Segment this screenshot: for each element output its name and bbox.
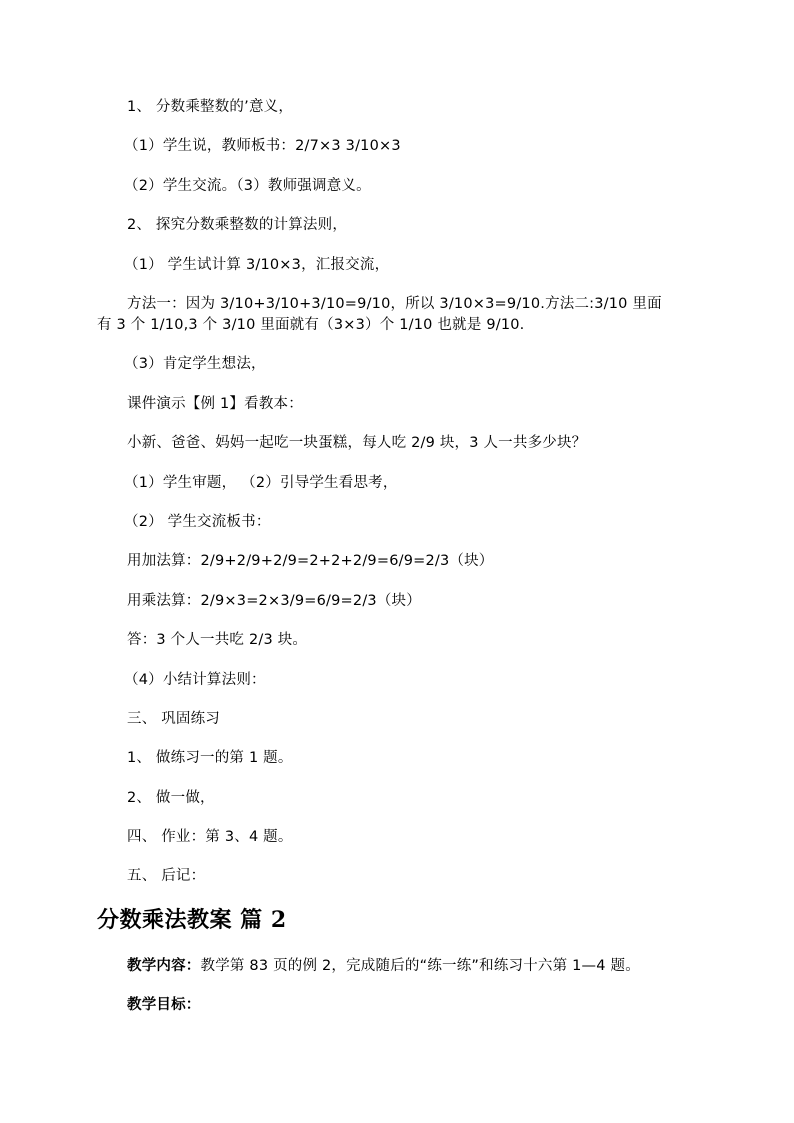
teaching-content-label: 教学内容： xyxy=(127,958,201,974)
section-heading: 分数乘法教案 篇 2 xyxy=(97,907,287,933)
section-item-1: 1、 分数乘整数的’意义， xyxy=(127,99,294,115)
teaching-goal-label: 教学目标： xyxy=(127,997,201,1013)
step-student-exchange: （2）学生交流。（3）教师强调意义。 xyxy=(124,178,371,194)
addition-method: 用加法算：2/9+2/9+2/9=2+2+2/9=6/9=2/3（块） xyxy=(127,553,494,569)
section-item-2: 2、 探究分数乘整数的计算法则， xyxy=(127,217,348,233)
teaching-content-text: 教学第 83 页的例 2，完成随后的“练一练”和练习十六第 1—4 题。 xyxy=(200,958,640,974)
step-teacher-writes: （1）学生说，教师板书：2/7×3 3/10×3 xyxy=(124,138,401,154)
step-trial-calculation: （1） 学生试计算 3/10×3，汇报交流， xyxy=(124,257,390,273)
practice-item-1: 1、 做练习一的第 1 题。 xyxy=(127,750,293,766)
teaching-content xyxy=(127,956,640,976)
section-five-notes: 五、 后记： xyxy=(127,868,206,884)
practice-item-2: 2、 做一做， xyxy=(127,790,215,806)
step-summary-rule: （4）小结计算法则： xyxy=(124,672,266,688)
step-affirm: （3）肯定学生想法， xyxy=(124,356,266,372)
multiplication-method: 用乘法算：2/9×3=2×3/9=6/9=2/3（块） xyxy=(127,593,421,609)
step-board-writing: （2） 学生交流板书： xyxy=(124,514,271,530)
section-three-practice: 三、 巩固练习 xyxy=(127,711,221,727)
courseware-demo: 课件演示【例 1】看教本： xyxy=(127,396,303,412)
method-paragraph: 方法一：因为 3/10+3/10+3/10=9/10，所以 3/10×3=9/10.方法二:3/10 里面有 3 个 1/10,3 个 3/10 里面就有（3×3）个 1/10 也就是 9/10. xyxy=(97,296,662,333)
answer-line: 答：3 个人一共吃 2/3 块。 xyxy=(127,632,308,648)
step-review-problem: （1）学生审题， （2）引导学生看思考， xyxy=(124,475,398,491)
example-problem: 小新、爸爸、妈妈一起吃一块蛋糕，每人吃 2/9 块，3 人一共多少块？ xyxy=(127,435,587,451)
section-four-homework: 四、 作业：第 3、4 题。 xyxy=(127,829,293,845)
